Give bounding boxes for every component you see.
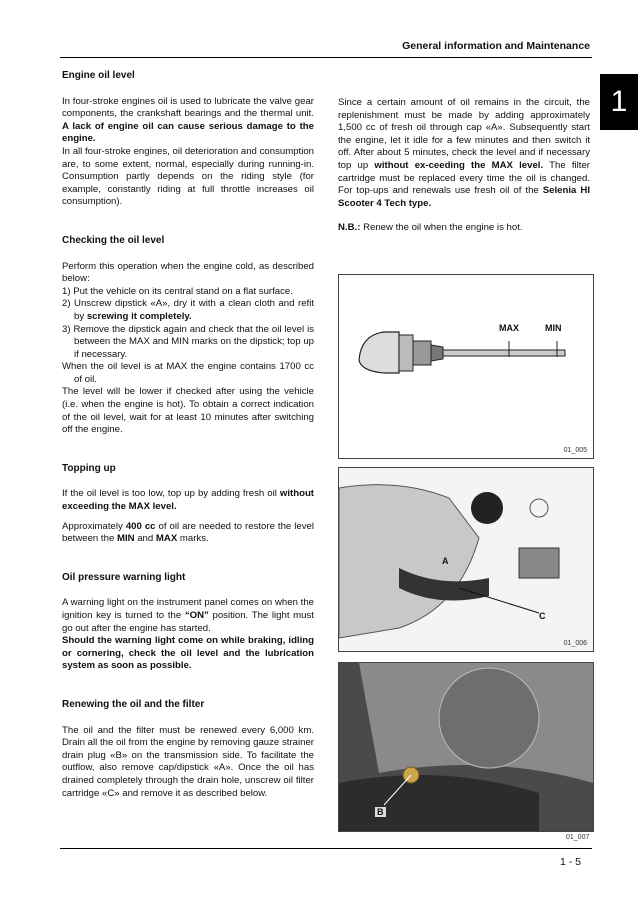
step-3: 3) Remove the dipstick again and check that the oil level is between the MAX and MIN marks on the dipstick; top up if necessary. <box>62 323 314 360</box>
figure-engine-filter <box>338 467 594 652</box>
max-label: MAX <box>499 323 519 333</box>
warning-text: A lack of engine oil can cause serious damage to the engine. <box>62 120 314 145</box>
text: In four-stroke engines oil is used to lubricate the valve gear components, the crankshaft bearings and the thermal unit. <box>62 95 314 120</box>
engine-oil-paragraph-2: In all four-stroke engines, oil deterioration and consumption are, to some extent, normal, especially during running-in. Consumption partly depends on the riding style (for example, constantly riding at full throttle increases oil consumption). <box>62 145 314 208</box>
figure-caption: 01_007 <box>566 834 590 841</box>
right-paragraph-1 <box>338 97 590 210</box>
text: and <box>137 533 154 545</box>
section-title-checking: Checking the oil level <box>62 234 165 246</box>
chapter-tab: 1 <box>600 74 638 130</box>
text: 2) Unscrew dipstick «A», dry it with a clean cloth and refit by <box>62 298 314 322</box>
emphasis: screwing it completely. <box>86 310 192 322</box>
checking-paragraph-2: The level will be lower if checked after using the vehicle (i.e. when the engine is hot). To obtain a correct indication of the oil level, wait for at least 10 minutes after switching off the engine. <box>62 386 314 436</box>
step-3-note: When the oil level is at MAX the engine contains 1700 cc of oil. <box>62 361 314 385</box>
topping-paragraph-2 <box>62 521 314 546</box>
nb-text: Renew the oil when the engine is hot. <box>363 222 523 234</box>
engine-oil-paragraph-1 <box>62 96 314 146</box>
text: If the oil level is too low, top up by adding fresh oil <box>62 488 277 500</box>
text: of oil are needed to restore the level between the <box>62 520 314 545</box>
checking-steps <box>62 286 314 387</box>
drain-plug-photo <box>339 663 593 831</box>
min-label: MIN <box>545 323 562 333</box>
emphasis: without exceeding the MAX level. <box>62 488 315 513</box>
nb-label: N.B.: <box>338 222 361 234</box>
figure-caption: 01_005 <box>563 447 587 454</box>
label-c: C <box>539 611 546 621</box>
emphasis: “ON” <box>184 610 209 621</box>
dipstick-illustration <box>339 275 593 458</box>
topping-paragraph-1 <box>62 488 314 513</box>
section-title-renew: Renewing the oil and the filter <box>62 698 205 710</box>
text: position. The light must go out after the engine has started. <box>62 610 314 634</box>
pressure-paragraph-2: Should the warning light come on while braking, idling or cornering, check the oil level and the lubrication system as soon as possible. <box>62 635 314 672</box>
label-a: A <box>442 556 449 566</box>
emphasis: without ex-ceeding the MAX level. <box>374 159 544 171</box>
emphasis: MAX <box>155 533 178 545</box>
header-rule <box>60 57 592 58</box>
nb-note <box>338 222 590 235</box>
figure-drain-plug <box>338 662 594 832</box>
emphasis: MIN <box>116 533 135 545</box>
section-title-pressure: Oil pressure warning light <box>62 571 186 583</box>
renew-paragraph: The oil and the filter must be renewed every 6,000 km. Drain all the oil from the engine by removing gauze strainer drain plug «B» on the transmission side. To facilitate the outflow, also remove cap/dipstick «A». Once the oil has drained completely through the drain hole, unscrew oil filter cartridge «C» and remove it as described below. <box>62 724 314 799</box>
running-header: General information and Maintenance <box>402 40 590 52</box>
checking-intro: Perform this operation when the engine cold, as described below: <box>62 260 314 285</box>
text: Approximately <box>62 520 123 532</box>
right-column <box>338 97 590 235</box>
pressure-paragraph-1 <box>62 597 314 635</box>
step-1: 1) Put the vehicle on its central stand on a flat surface. <box>62 285 293 297</box>
footer-rule <box>60 848 592 849</box>
section-title-engine-oil: Engine oil level <box>62 70 135 81</box>
text: Since a certain amount of oil remains in the circuit, the replenishment must be made by adding approximately 1,500 cc of fresh oil through cap «A». Subsequently start the engine, let it idle for a few minutes and then switch it off. After about 5 minutes, check the level and if necessary top up <box>338 97 590 171</box>
emphasis: 400 cc <box>125 520 156 532</box>
text: The filter cartridge must be replaced every time the oil is changed. For top-ups and renewals use fresh oil of the <box>338 159 590 197</box>
figure-dipstick <box>338 274 594 459</box>
emphasis: Selenia HI Scooter 4 Tech type. <box>338 185 590 209</box>
text: marks. <box>179 533 209 545</box>
page-number: 1 - 5 <box>560 856 582 868</box>
left-column <box>62 70 314 800</box>
section-title-topping: Topping up <box>62 462 116 474</box>
label-b: B <box>377 807 384 817</box>
step-2 <box>62 298 314 323</box>
figure-caption: 01_006 <box>563 640 587 647</box>
engine-filter-photo <box>339 468 593 651</box>
text: A warning light on the instrument panel comes on when the ignition key is turned to the <box>62 597 314 621</box>
